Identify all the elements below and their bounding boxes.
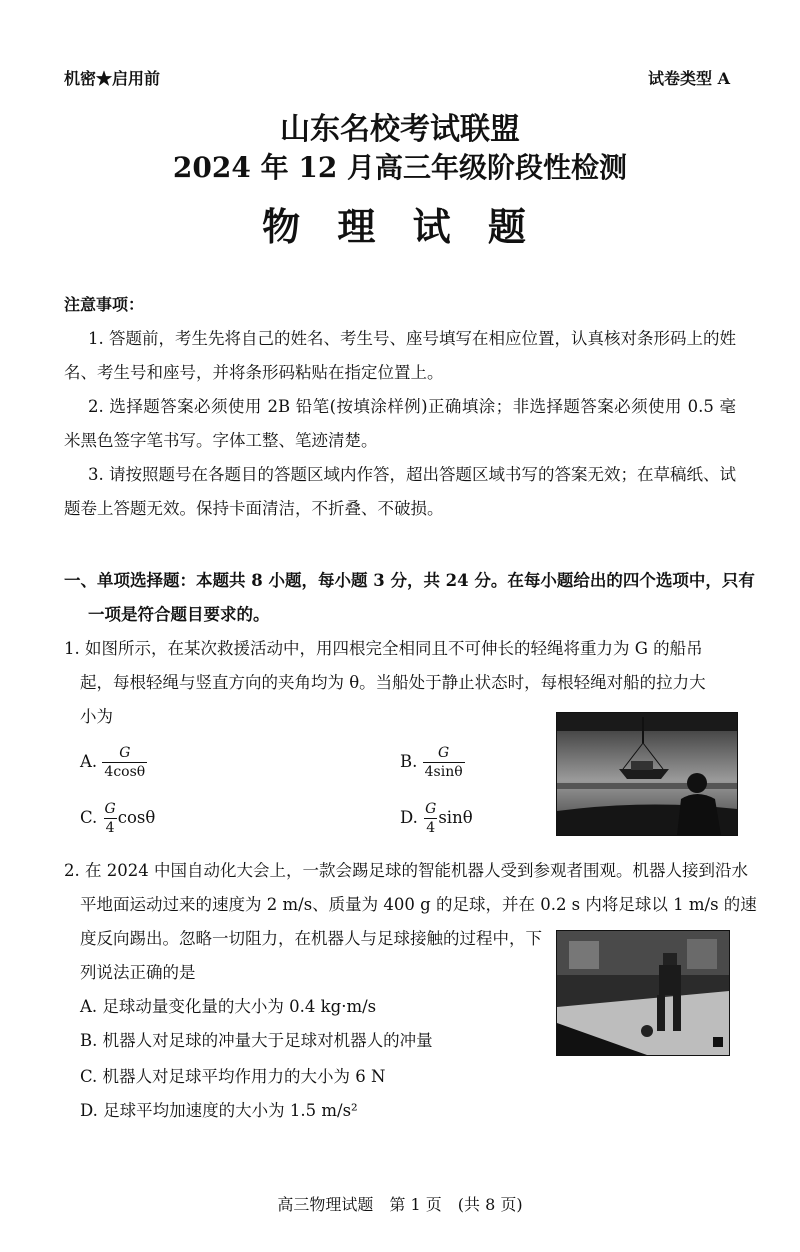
q1-option-a-fraction <box>102 744 147 781</box>
q1-option-d-label: D. <box>400 808 418 827</box>
q1-option-d-fraction <box>423 800 438 837</box>
exam-date-title: 2024 年 12 月高三年级阶段性检测 <box>172 151 628 184</box>
q2-line-2: 平地面运动过来的速度为 2 m/s、质量为 400 g 的足球，并在 0.2 s 内将足球以 1 m/s 的速 <box>80 895 757 914</box>
notice-item-3: 3. 请按照题号在各题目的答题区域内作答，超出答题区域书写的答案无效；在草稿纸、试题卷上答题无效。保持卡面清洁，不折叠、不破损。 <box>64 465 736 518</box>
fraction-numerator: G <box>438 745 450 761</box>
q1-line-2: 起，每根轻绳与竖直方向的夹角均为 θ。当船处于静止状态时，每根轻绳对船的拉力大 <box>80 673 706 692</box>
q1-option-c-fraction <box>103 800 118 837</box>
q2-option-c[interactable]: C. 机器人对足球平均作用力的大小为 6 N <box>80 1067 386 1086</box>
fraction-denominator: 4cosθ <box>104 764 146 780</box>
fraction-denominator: 4sinθ <box>424 764 463 780</box>
fraction-denominator: 4 <box>426 820 436 836</box>
q1-option-d[interactable] <box>400 800 473 837</box>
notice-item-1: 1. 答题前，考生先将自己的姓名、考生号、座号填写在相应位置，认真核对条形码上的姓名、考生号和座号，并将条形码粘贴在指定位置上。 <box>64 329 736 382</box>
q1-option-c-label: C. <box>80 808 98 827</box>
q1-option-c[interactable] <box>80 800 155 837</box>
fraction-numerator: G <box>425 801 437 817</box>
fraction-denominator: 4 <box>105 820 115 836</box>
q1-option-b-fraction <box>423 744 465 781</box>
section-one-heading: 一、单项选择题：本题共 8 小题，每小题 3 分，共 24 分。在每小题给出的四个选项中，只有一项是符合题目要求的。 <box>64 571 755 624</box>
confidential-label: 机密★启用前 <box>64 69 161 88</box>
subject-title: 物 理 试 题 <box>262 204 538 249</box>
q2-option-b[interactable]: B. 机器人对足球的冲量大于足球对机器人的冲量 <box>80 1031 433 1050</box>
q2-option-a[interactable]: A. 足球动量变化量的大小为 0.4 kg·m/s <box>80 997 377 1016</box>
paper-type-label: 试卷类型 A <box>648 69 730 88</box>
q1-option-d-tail: sinθ <box>438 808 473 827</box>
fraction-numerator: G <box>119 745 131 761</box>
q2-line-4: 列说法正确的是 <box>80 963 196 982</box>
q1-line-1: 1. 如图所示，在某次救援活动中，用四根完全相同且不可伸长的轻绳将重力为 G 的船吊 <box>64 639 703 658</box>
notice-item-2: 2. 选择题答案必须使用 2B 铅笔(按填涂样例)正确填涂；非选择题答案必须使用 0.5 毫米黑色签字笔书写。字体工整、笔迹清楚。 <box>64 397 736 450</box>
notice-heading: 注意事项： <box>64 295 145 314</box>
q1-option-a[interactable] <box>80 744 147 781</box>
q2-line-3: 度反向踢出。忽略一切阻力，在机器人与足球接触的过程中，下 <box>80 929 542 948</box>
q2-robot-photo <box>556 930 730 1056</box>
page-footer: 高三物理试题 第 1 页 (共 8 页) <box>277 1195 523 1214</box>
q2-option-d[interactable]: D. 足球平均加速度的大小为 1.5 m/s² <box>80 1101 358 1120</box>
q1-option-c-tail: cosθ <box>117 808 156 827</box>
q1-option-b[interactable] <box>400 744 465 781</box>
exam-alliance-title: 山东名校考试联盟 <box>280 112 520 147</box>
q1-option-a-label: A. <box>80 752 98 771</box>
q1-rescue-photo <box>556 712 738 836</box>
fraction-numerator: G <box>104 801 116 817</box>
q2-line-1: 2. 在 2024 中国自动化大会上，一款会踢足球的智能机器人受到参观者围观。机器人接到沿水 <box>64 861 748 880</box>
q1-option-b-label: B. <box>400 752 418 771</box>
q1-line-3: 小为 <box>80 707 113 726</box>
